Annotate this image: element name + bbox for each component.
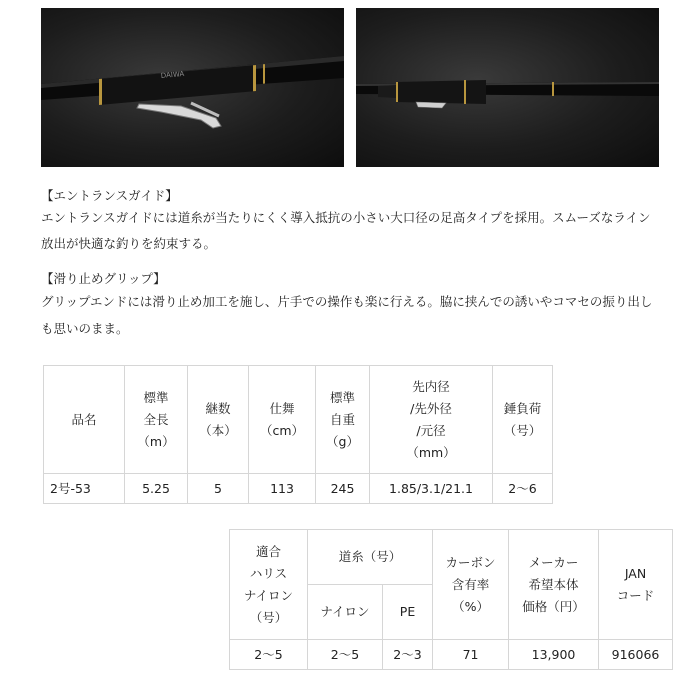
- header-harisu: 適合 ハリス ナイロン （号）: [230, 530, 308, 640]
- cell-diameter: 1.85/3.1/21.1: [370, 474, 493, 504]
- header-carbon: カーボン 含有率 （%）: [433, 530, 509, 640]
- header-sections: 継数 （本）: [188, 366, 249, 474]
- entrance-guide-text-line: エントランスガイドには道糸が当たりにくく導入抵抗の小さい大口径の足高タイプを採用。スムーズなライン: [41, 210, 651, 225]
- header-diameter: 先内径 /先外径 /元径 （mm）: [370, 366, 493, 474]
- header-closed-length: 仕舞 （cm）: [249, 366, 316, 474]
- rod-full-illustration: [356, 8, 659, 167]
- table-row: [230, 640, 673, 670]
- grip-heading: 【滑り止めグリップ】: [41, 271, 166, 286]
- cell-weight: 245: [316, 474, 370, 504]
- grip-text-line: も思いのまま。: [41, 321, 129, 336]
- rod-grip-photo: [356, 8, 659, 167]
- cell-length: 5.25: [125, 474, 188, 504]
- rod-closeup-illustration: [41, 8, 344, 167]
- cell-harisu: 2〜5: [230, 640, 308, 670]
- header-length: 標準 全長 （m）: [125, 366, 188, 474]
- cell-line-pe: 2〜3: [383, 640, 433, 670]
- header-jan: JAN コード: [599, 530, 673, 640]
- grip-text-line: グリップエンドには滑り止め加工を施し、片手での操作も楽に行える。脇に挟んでの誘いやコマセの振り出し: [41, 294, 653, 309]
- cell-sections: 5: [188, 474, 249, 504]
- rod-entrance-guide-photo: [41, 8, 344, 167]
- header-line-pe: PE: [383, 585, 433, 640]
- cell-closed-length: 113: [249, 474, 316, 504]
- table-header-row: [44, 366, 553, 474]
- cell-sinker: 2〜6: [493, 474, 553, 504]
- cell-name: 2号-53: [44, 474, 125, 504]
- cell-price: 13,900: [509, 640, 599, 670]
- header-weight: 標準 自重 （g）: [316, 366, 370, 474]
- cell-jan: 916066: [599, 640, 673, 670]
- header-main-line: 道糸（号）: [308, 530, 433, 585]
- cell-carbon: 71: [433, 640, 509, 670]
- table-row: [44, 474, 553, 504]
- header-name: 品名: [44, 366, 125, 474]
- spec-table-extra: [229, 529, 673, 670]
- header-line-nylon: ナイロン: [308, 585, 383, 640]
- cell-line-nylon: 2〜5: [308, 640, 383, 670]
- table-header-row: [230, 530, 673, 585]
- entrance-guide-heading: 【エントランスガイド】: [41, 188, 178, 203]
- entrance-guide-text-line: 放出が快適な釣りを約束する。: [41, 236, 217, 251]
- header-sinker: 錘負荷 （号）: [493, 366, 553, 474]
- spec-table-main: [43, 365, 553, 504]
- svg-text:DAIWA: DAIWA: [160, 69, 185, 80]
- header-price: メーカー 希望本体 価格（円）: [509, 530, 599, 640]
